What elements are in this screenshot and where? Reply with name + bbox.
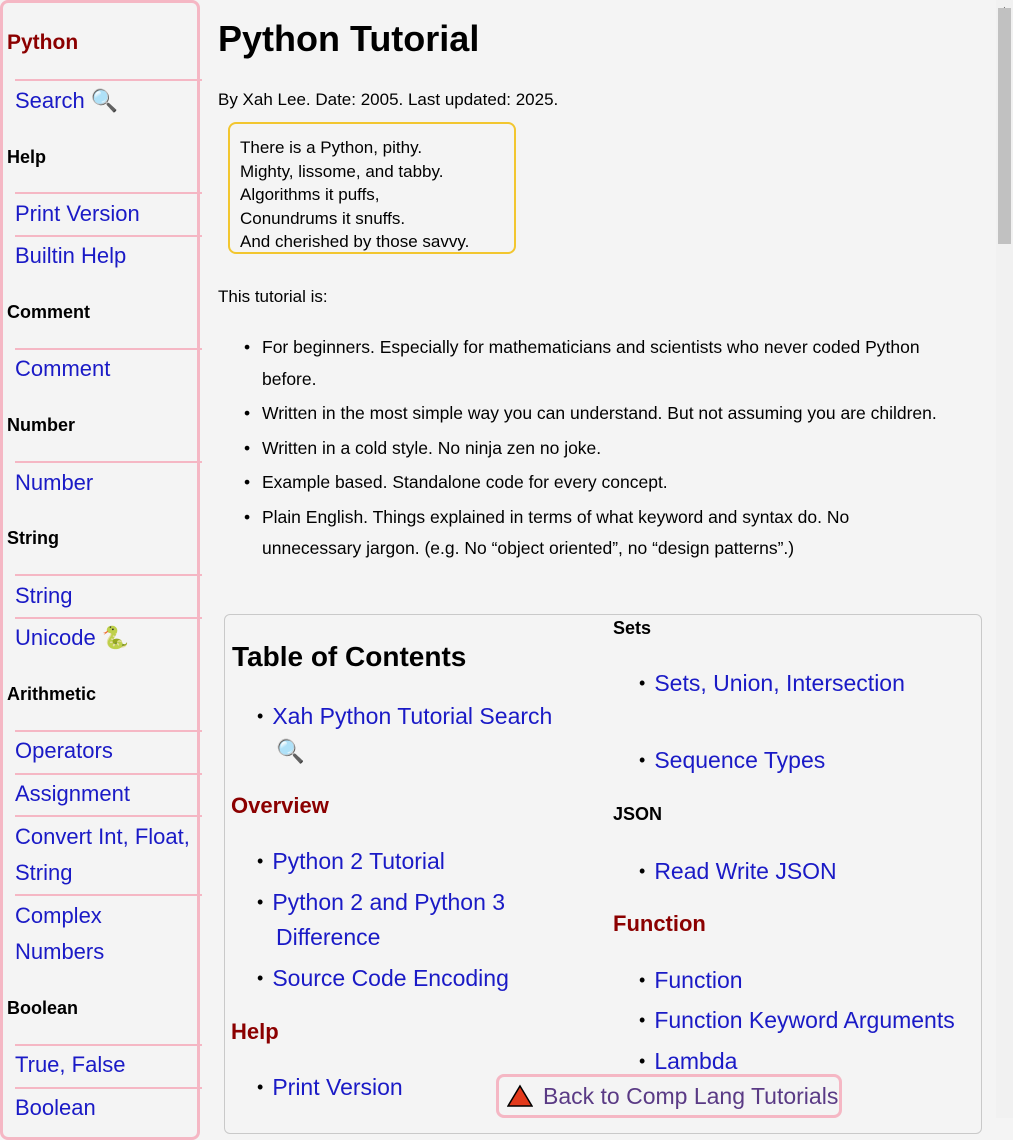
toc-item: • Function Keyword Arguments	[639, 1007, 955, 1033]
feature-item: • Written in a cold style. No ninja zen no joke.	[218, 433, 948, 465]
divider	[15, 348, 202, 350]
sidebar-link-number[interactable]: Number	[15, 470, 94, 495]
toc-item: • Python 2 Tutorial	[257, 848, 445, 874]
toc-title: Table of Contents	[232, 641, 467, 672]
sidebar-link-complex-line2: Numbers	[15, 939, 105, 964]
divider	[15, 815, 202, 817]
toc-link-python2-3-diff-line2[interactable]: Difference	[276, 924, 381, 950]
sidebar-heading-comment: Comment	[7, 302, 91, 322]
toc-item: • Function	[639, 967, 743, 993]
page-title: Python Tutorial	[218, 18, 480, 59]
sidebar-link-complex-line1: Complex	[15, 903, 102, 928]
sidebar-link-convert-line2: String	[15, 860, 73, 885]
warning-triangle-icon	[507, 1084, 533, 1108]
sidebar-link-unicode[interactable]: Unicode 🐍	[15, 625, 130, 650]
toc-item: • Sequence Types	[639, 747, 826, 773]
feature-item: • For beginners. Especially for mathematicians and scientists who never coded Python before.	[218, 332, 948, 395]
sidebar-link-builtin-help[interactable]: Builtin Help	[15, 243, 127, 268]
poem-line: Conundrums it snuffs.	[240, 208, 406, 228]
byline: By Xah Lee. Date: 2005. Last updated: 2025.	[218, 90, 559, 109]
toc-item: • Source Code Encoding	[257, 965, 509, 991]
toc-link-sets[interactable]: Sets, Union, Intersection	[654, 670, 905, 696]
toc-heading-json: JSON	[613, 804, 663, 824]
sidebar-heading-arithmetic: Arithmetic	[7, 684, 97, 704]
divider	[15, 730, 202, 732]
divider	[15, 894, 202, 896]
toc-item: • Python 2 and Python 3	[257, 889, 506, 915]
sidebar-heading-number: Number	[7, 415, 76, 435]
sidebar-link-convert-line1: Convert Int, Float,	[15, 824, 190, 849]
sidebar-heading-help: Help	[7, 147, 47, 167]
divider	[15, 192, 202, 194]
sidebar-title[interactable]: Python	[7, 31, 79, 54]
sidebar-link-string[interactable]: String	[15, 583, 73, 608]
sidebar-heading-boolean: Boolean	[7, 998, 79, 1018]
feature-item: • Plain English. Things explained in terms of what keyword and syntax do. No unnecessary jargon. (e.g. No “object oriented”, no “design patterns”.)	[218, 502, 948, 565]
toc-link-python2-tutorial[interactable]: Python 2 Tutorial	[272, 848, 445, 874]
toc-link-read-write-json[interactable]: Read Write JSON	[654, 858, 837, 884]
toc-item: • Print Version	[257, 1074, 403, 1100]
divider	[15, 1087, 202, 1089]
feature-list	[218, 332, 948, 568]
toc-heading-function: Function	[613, 911, 706, 936]
toc-item: • Xah Python Tutorial Search	[257, 703, 553, 729]
toc-link-sequence-types[interactable]: Sequence Types	[654, 747, 826, 773]
toc-link-print-version[interactable]: Print Version	[272, 1074, 403, 1100]
toc-link-lambda[interactable]: Lambda	[654, 1048, 738, 1074]
divider	[15, 235, 202, 237]
table-of-contents	[224, 614, 982, 1134]
sidebar-nav	[0, 0, 200, 1140]
divider	[15, 617, 202, 619]
sidebar-heading-string: String	[7, 528, 59, 548]
back-button-label: Back to Comp Lang Tutorials	[543, 1082, 839, 1109]
divider	[15, 574, 202, 576]
feature-item: • Example based. Standalone code for every concept.	[218, 467, 948, 499]
scrollbar-thumb[interactable]	[998, 8, 1011, 244]
divider	[15, 1044, 202, 1046]
sidebar-link-search[interactable]: Search 🔍	[15, 88, 119, 113]
sidebar-link-complex-numbers[interactable]	[15, 898, 104, 970]
toc-link-search[interactable]: Xah Python Tutorial Search	[272, 703, 553, 729]
poem-line: Algorithms it puffs,	[240, 185, 380, 204]
poem-line: There is a Python, pithy.	[240, 138, 423, 157]
toc-heading-help: Help	[231, 1019, 279, 1044]
divider	[15, 79, 202, 81]
vertical-scrollbar[interactable]	[996, 0, 1013, 1118]
toc-item: • Read Write JSON	[639, 858, 837, 884]
divider	[15, 461, 202, 463]
toc-heading-sets: Sets	[613, 618, 652, 638]
back-to-tutorials-button[interactable]	[496, 1074, 842, 1118]
toc-link-python2-3-diff[interactable]: Python 2 and Python 3	[272, 889, 506, 915]
sidebar-link-convert[interactable]	[15, 819, 190, 891]
sidebar-link-comment[interactable]: Comment	[15, 356, 111, 381]
feature-item: • Written in the most simple way you can understand. But not assuming you are children.	[218, 398, 948, 430]
toc-link-source-encoding[interactable]: Source Code Encoding	[272, 965, 509, 991]
toc-heading-overview: Overview	[231, 793, 329, 818]
poem-line: And cherished by those savvy.	[240, 232, 470, 251]
toc-link-function[interactable]: Function	[654, 967, 743, 993]
sidebar-link-boolean[interactable]: Boolean	[15, 1095, 96, 1120]
intro-text: This tutorial is:	[218, 287, 328, 306]
sidebar-link-true-false[interactable]: True, False	[15, 1052, 126, 1077]
sidebar-link-print-version[interactable]: Print Version	[15, 201, 140, 226]
sidebar-link-operators[interactable]: Operators	[15, 738, 113, 763]
toc-item: • Lambda	[639, 1048, 738, 1074]
toc-item: • Sets, Union, Intersection	[639, 670, 905, 696]
poem-line: Mighty, lissome, and tabby.	[240, 161, 444, 181]
divider	[15, 773, 202, 775]
poem-box	[228, 122, 516, 254]
sidebar-link-assignment[interactable]: Assignment	[15, 781, 130, 806]
magnifier-icon[interactable]: 🔍	[276, 738, 305, 764]
toc-link-function-keyword-args[interactable]: Function Keyword Arguments	[654, 1007, 955, 1033]
